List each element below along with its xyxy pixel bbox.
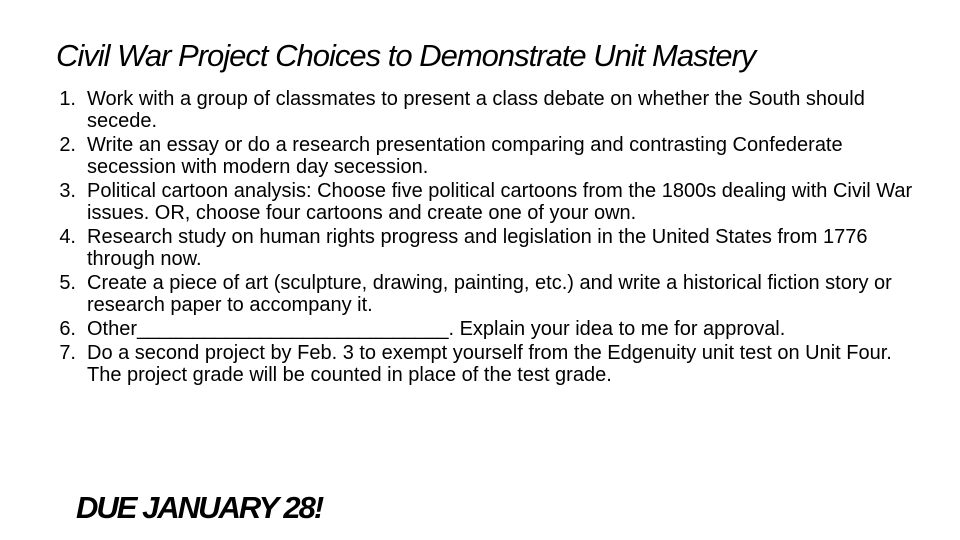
item-text: Research study on human rights progress and legislation in the United States from 1776 through now. [87, 226, 868, 270]
item-number: 7. [59, 342, 76, 364]
item-text: Create a piece of art (sculpture, drawing, painting, etc.) and write a historical fiction story or research paper to accompany it. [87, 272, 892, 316]
item-number: 6. [59, 318, 76, 340]
item-number: 3. [59, 180, 76, 202]
item-number: 1. [59, 88, 76, 110]
item-number: 2. [59, 134, 76, 156]
slide-title: Civil War Project Choices to Demonstrate Unit Mastery [56, 38, 756, 73]
project-choices-list [0, 88, 960, 388]
due-date-heading: DUE JANUARY 28! [76, 490, 323, 525]
item-text: Other____________________________. Explain your idea to me for approval. [87, 318, 786, 340]
item-text: Political cartoon analysis: Choose five political cartoons from the 1800s dealing with Civil War issues. OR, choose four cartoons and create one of your own. [87, 180, 913, 224]
item-number: 4. [59, 226, 76, 248]
item-text: Work with a group of classmates to present a class debate on whether the South should secede. [87, 88, 865, 132]
list-item [0, 226, 960, 270]
list-item [0, 88, 960, 132]
item-number: 5. [59, 272, 76, 294]
list-item [0, 180, 960, 224]
list-item [0, 134, 960, 178]
list-item [0, 318, 960, 340]
item-text: Do a second project by Feb. 3 to exempt yourself from the Edgenuity unit test on Unit Four. The project grade will be counted in place of the test grade. [87, 342, 892, 386]
list-item [0, 342, 960, 386]
item-text: Write an essay or do a research presentation comparing and contrasting Confederate secession with modern day secession. [87, 134, 843, 178]
list-item [0, 272, 960, 316]
